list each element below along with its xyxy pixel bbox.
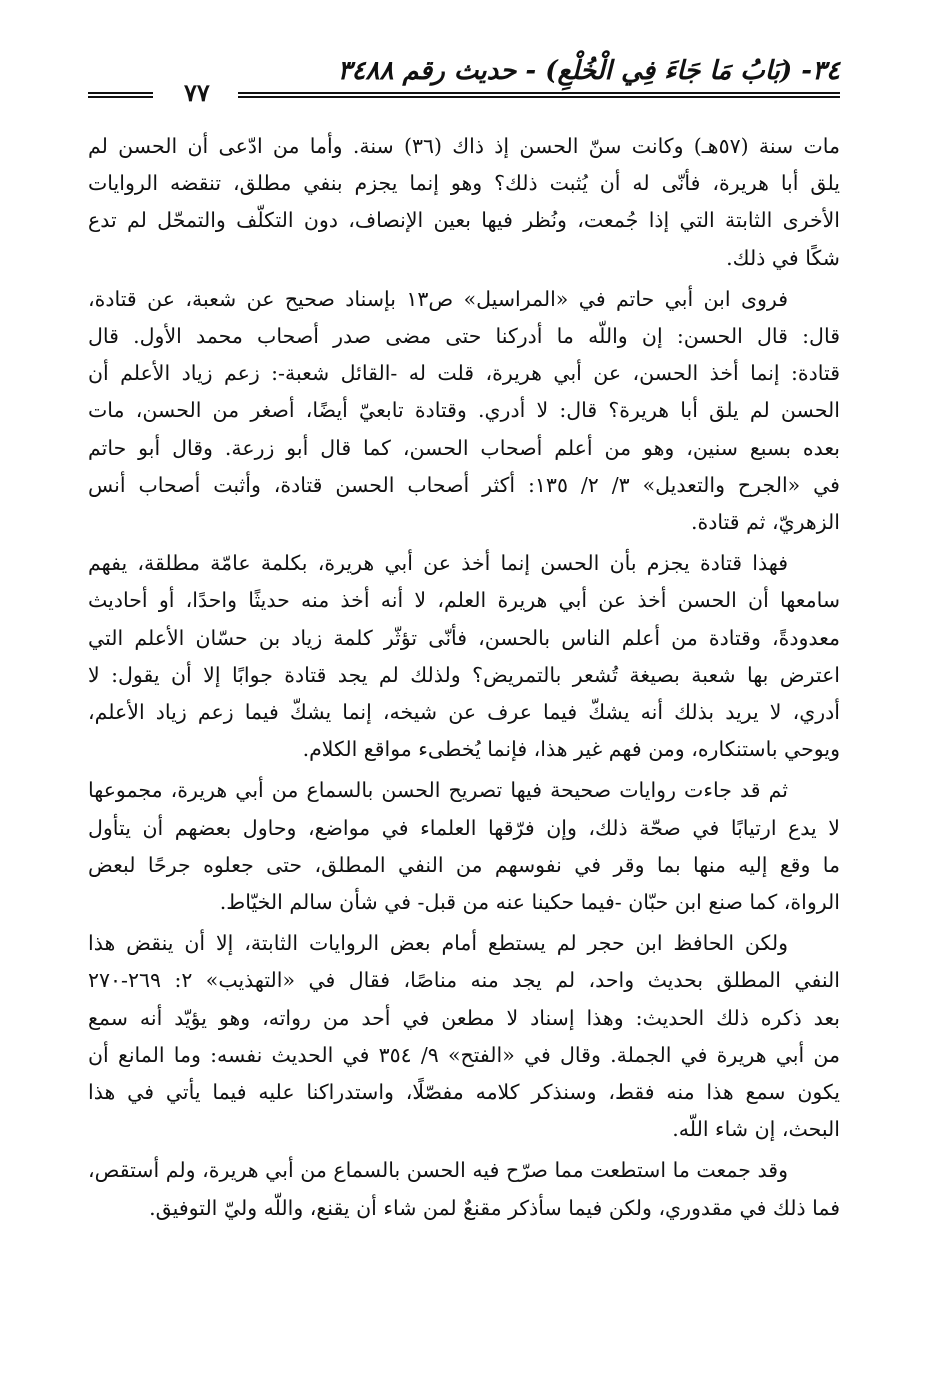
text-line: وقد جمعت ما استطعت مما صرّح فيه الحسن بالسماع من أبي هريرة، ولم أستقص،	[88, 1158, 788, 1183]
header-double-rule	[238, 92, 840, 98]
text-line: ولكن الحافظ ابن حجر لم يستطع أمام بعض الروايات الثابتة، إلا أن ينقض هذا	[88, 931, 788, 956]
text-line: ويوحي باستنكاره، ومن فهم غير هذا، فإنما يُخطىء مواقع الكلام.	[302, 737, 840, 762]
text-line: فما ذلك في مقدوري، ولكن فيما سأذكر مقنعٌ لمن شاء أن يقنع، واللّه وليّ التوفيق.	[149, 1195, 840, 1220]
text-line: شكًا في ذلك.	[726, 245, 840, 270]
text-line: الحسن لم يلق أبا هريرة؟ قال: لا أدري. وقتادة تابعيّ أيضًا، أصغر من الحسن، مات	[88, 398, 840, 423]
text-line: أدري، لا يريد بذلك أنه يشكّ فيما عرف عن شيخه، إنما يشكّ فيما زعم زياد الأعلم،	[88, 700, 840, 725]
text-line: بعد ذكره ذلك الحديث: وهذا إسناد لا مطعن في أحد من رواته، وهو يؤيّد أنه سمع	[88, 1005, 840, 1030]
paragraph	[88, 772, 840, 921]
paragraph	[88, 281, 840, 541]
text-line: يكون سمع هذا منه فقط، وسنذكر كلامه مفصّلًا، واستدراكنا عليه فيما يأتي في هذا	[88, 1080, 840, 1105]
text-line: الزهريّ، ثم قتادة.	[690, 510, 840, 535]
text-line: ما وقع إليه منها بما وقر في نفوسهم من النفي المطلق، حتى جعلوه جرحًا لبعض	[88, 852, 840, 877]
page-number: ٧٧	[184, 78, 210, 107]
paragraph	[88, 925, 840, 1148]
text-line: قتادة: إنما أخذ الحسن، عن أبي هريرة، قلت له -القائل شعبة-: زعم زياد الأعلم أن	[88, 361, 840, 386]
text-line: الرواة، كما صنع ابن حبّان -فيما حكينا عنه من قبل- في شأن سالم الخيّاط.	[219, 890, 840, 915]
text-line: مات سنة (٥٧هـ) وكانت سنّ الحسن إذ ذاك (٣٦) سنة. وأما من ادّعى أن الحسن لم	[88, 134, 840, 158]
text-line: معدودةً، وقتادة من أعلم الناس بالحسن، فأنّى تؤثّر كلمة زياد بن حسّان الأعلم التي	[88, 625, 840, 650]
body-text	[88, 128, 840, 1227]
text-line: ثم قد جاءت روايات صحيحة فيها تصريح الحسن بالسماع من أبي هريرة، مجموعها	[88, 778, 788, 803]
paragraph	[88, 128, 840, 277]
paragraph	[88, 545, 840, 768]
running-header	[88, 54, 840, 107]
text-line: فهذا قتادة يجزم بأن الحسن إنما أخذ عن أبي هريرة، بكلمة عامّة مطلقة، يفهم	[88, 551, 788, 576]
text-line: من أبي هريرة في الجملة. وقال في «الفتح» ٩/ ٣٥٤ في الحديث نفسه: وما المانع أن	[88, 1042, 840, 1067]
text-line: النفي المطلق بحديث واحد، لم يجد منه مناصًا، فقال في «التهذيب» ٢: ٢٦٩-٢٧٠	[88, 968, 840, 993]
header-title: ٣٤- (بَابُ مَا جَاءَ فِي الْخُلْعِ) - حديث رقم ٣٤٨٨	[337, 56, 840, 86]
text-line: فروى ابن أبي حاتم في «المراسيل» ص١٣ بإسناد صحيح عن شعبة، عن قتادة،	[88, 286, 788, 311]
page-number-double-rule	[88, 92, 153, 98]
text-line: سامعها أن الحسن أخذ عن أبي هريرة العلم، لا أنه أخذ منه حديثًا واحدًا، أو أحاديث	[88, 588, 840, 613]
text-line: في «الجرح والتعديل» ٣/ ٢/ ١٣٥: أكثر أصحاب الحسن قتادة، وأثبت أصحاب أنس	[88, 472, 840, 497]
text-line: قال: قال الحسن: إن واللّه ما أدركنا حتى مضى صدر أصحاب محمد الأول. قال	[88, 324, 840, 349]
text-line: يلق أبا هريرة، فأنّى له أن يُثبت ذلك؟ وهو إنما يجزم بنفي مطلق، تنقضه الروايات	[88, 171, 840, 196]
text-line: لا يدع ارتيابًا في صحّة ذلك، وإن فرّقها العلماء في مواضع، وحاول بعضهم أن يتأول	[88, 815, 840, 840]
paragraph	[88, 1152, 840, 1226]
text-line: الأخرى الثابتة التي إذا جُمعت، ونُظر فيها بعين الإنصاف، دون التكلّف والتمحّل لم تدع	[88, 208, 840, 233]
text-line: اعترض بها شعبة بصيغة تُشعر بالتمريض؟ ولذلك لم يجد قتادة جوابًا إلا أن يقول: لا	[88, 662, 840, 687]
text-line: بعده بسبع سنين، وهو من أعلم أصحاب الحسن، كما قال أبو زرعة. وقال أبو حاتم	[88, 435, 840, 460]
text-line: البحث، إن شاء اللّه.	[672, 1117, 840, 1142]
